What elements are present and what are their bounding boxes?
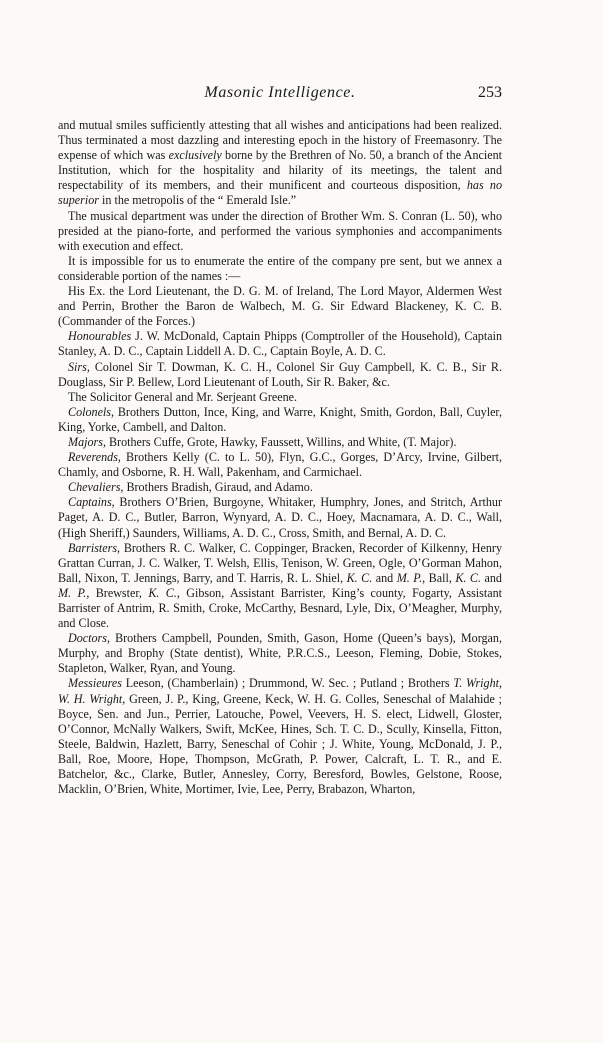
text-run: J. W. McDonald, Captain Phipps (Comptroller of the Household), Captain Stanley, A. D. C., Captain Liddell A. D. C., Captain Boyle, A. D. C. (58, 329, 502, 359)
italic-text: K. C. (455, 570, 482, 585)
italic-text: Barristers, (68, 540, 121, 555)
italic-text: Doctors, (68, 631, 110, 646)
paragraph (58, 631, 502, 676)
text-run: Brothers O’Brien, Burgoyne, Whitaker, Humphry, Jones, and Stritch, Arthur Paget, A. D. C., Butler, Barron, Wynyard, A. D. C., Hoey, Macnamara, A. D. C., Wall, (High Sheriff,) Saunders, Williams, A. D. C., Cross, Smith, and Bernal, A. D. C. (58, 495, 502, 540)
text-run: and mutual smiles sufficiently attesting that all wishes and anticipations had been realized. Thus terminated a most dazzling and interesting epoch in the history of Freemasonry. The expense of which was (58, 118, 502, 163)
paragraph (58, 541, 502, 632)
paragraph (58, 435, 502, 450)
text-run: Brothers Kelly (C. to L. 50), Flyn, G.C., Gorges, D’Arcy, Irvine, Gilbert, Chamly, and Osborne, R. H. Wall, Pakenham, and Carmichael. (58, 450, 502, 480)
italic-text: K. C., (148, 585, 180, 600)
text-run: Leeson, (Chamberlain) ; Drummond, W. Sec. ; Putland ; Brothers (121, 676, 454, 691)
italic-text: Majors, (68, 434, 106, 449)
text-run: Ball, (425, 570, 456, 585)
paragraph (58, 360, 502, 390)
italic-text: Chevaliers, (68, 480, 124, 495)
text-run: Brothers R. C. Walker, C. Coppinger, Bracken, Recorder of Kilkenny, Henry Grattan Curran, J. C. Walker, T. Welsh, Ellis, Tenison, W. Green, Ogle, O’Gorman Mahon, Ball, Nixon, T. Jennings, Barry, and T. Harris, R. L. Shiel, (58, 540, 502, 585)
text-run: Brewster, (89, 585, 149, 600)
italic-text: Captains, (68, 495, 115, 510)
running-title: Masonic Intelligence. (204, 84, 356, 101)
text-run: and (372, 570, 397, 585)
paragraph (58, 118, 502, 209)
text-run: and (481, 570, 502, 585)
paragraph (58, 676, 502, 797)
paragraph (58, 495, 502, 540)
italic-text: has no superior (58, 178, 502, 208)
text-run: The Solicitor General and Mr. Serjeant Greene. (68, 389, 298, 404)
paragraph (58, 254, 502, 284)
text-run: Brothers Cuffe, Grote, Hawky, Faussett, Willins, and White, (T. Major). (105, 434, 457, 449)
text-run: Brothers Dutton, Ince, King, and Warre, Knight, Smith, Gordon, Ball, Cuyler, King, Yorke, Cambell, and Dalton. (58, 404, 502, 434)
italic-text: Honourables (68, 329, 132, 344)
italic-text: Colonels, (68, 404, 115, 419)
text-run: borne by the Brethren of No. 50, a branch of the Ancient Institution, which for the hospitality and hilarity of its meetings, the talent and respectability of its members, and their munificent and courteous disposition, (58, 148, 502, 193)
paragraph (58, 450, 502, 480)
page-header (58, 84, 502, 110)
text-run: Green, J. P., King, Greene, Keck, W. H. G. Colles, Seneschal of Malahide ; Boyce, Sen. and Jun., Perrier, Latouche, Powel, Veevers, H. S. elect, Lidwell, Gloster, O’Connor, McNally Walkers, Swift, McKee, Hines, Sch. T. C. D., Scully, Kinsella, Fitton, Steele, Baldwin, Hazlett, Barry, Seneschal of Cohir ; J. White, Young, McDonald, J. P., Ball, Roe, Moore, Hope, Thompson, McGrath, P. Power, Calcraft, L. T. R., and E. Batchelor, &c., Clarke, Butler, Annesley, Corry, Beresford, Bowles, Gelstone, Roose, Macklin, O’Brien, White, Mortimer, Ivie, Lee, Perry, Brabazon, Wharton, (58, 691, 502, 797)
text-run: The musical department was under the direction of Brother Wm. S. Conran (L. 50), who presided at the piano-forte, and performed the various symphonies and accompaniments with execution and effect. (58, 208, 502, 253)
italic-text: K. C. (346, 570, 373, 585)
text-run: Colonel Sir T. Dowman, K. C. H., Colonel Sir Guy Campbell, K. C. B., Sir R. Douglass, Sir P. Bellew, Lord Lieutenant of Louth, Sir R. Baker, &c. (58, 359, 502, 389)
text-run: Gibson, Assistant Barrister, King’s county, Fogarty, Assistant Barrister of Antrim, R. Smith, Croke, McCarthy, Besnard, Lyle, Dix, O’Meagher, Murphy, and Close. (58, 585, 502, 631)
article-body (58, 118, 502, 797)
text-run: Brothers Campbell, Pounden, Smith, Gason, Home (Queen’s bays), Morgan, Murphy, and Brophy (State dentist), White, P.R.C.S., Leeson, Fleming, Dobie, Stokes, Stapleton, Walker, Ryan, and Young. (58, 631, 502, 676)
text-run: It is impossible for us to enumerate the entire of the company pre sent, but we annex a considerable portion of the names :— (58, 253, 502, 283)
page (58, 84, 502, 797)
paragraph (58, 209, 502, 254)
italic-text: M. P., (58, 585, 90, 600)
italic-text: Reverends, (68, 450, 121, 465)
italic-text: T. Wright, W. H. Wright, (58, 676, 502, 706)
italic-text: M. P., (396, 570, 426, 585)
text-run: His Ex. the Lord Lieutenant, the D. G. M. of Ireland, The Lord Mayor, Aldermen West and Perrin, Brother the Baron de Walbech, M. G. Sir Edward Blackeney, K. C. B. (Commander of the Forces.) (58, 284, 502, 329)
italic-text: Sirs, (68, 359, 90, 374)
paragraph (58, 390, 502, 405)
text-run: Brothers Bradish, Giraud, and Adamo. (123, 480, 313, 495)
paragraph (58, 329, 502, 359)
paragraph (58, 480, 502, 495)
italic-text: Messieures (68, 676, 122, 691)
page-number: 253 (478, 84, 502, 101)
paragraph (58, 405, 502, 435)
italic-text: exclusively (168, 148, 222, 163)
text-run: in the metropolis of the “ Emerald Isle.” (99, 193, 297, 208)
paragraph (58, 284, 502, 329)
